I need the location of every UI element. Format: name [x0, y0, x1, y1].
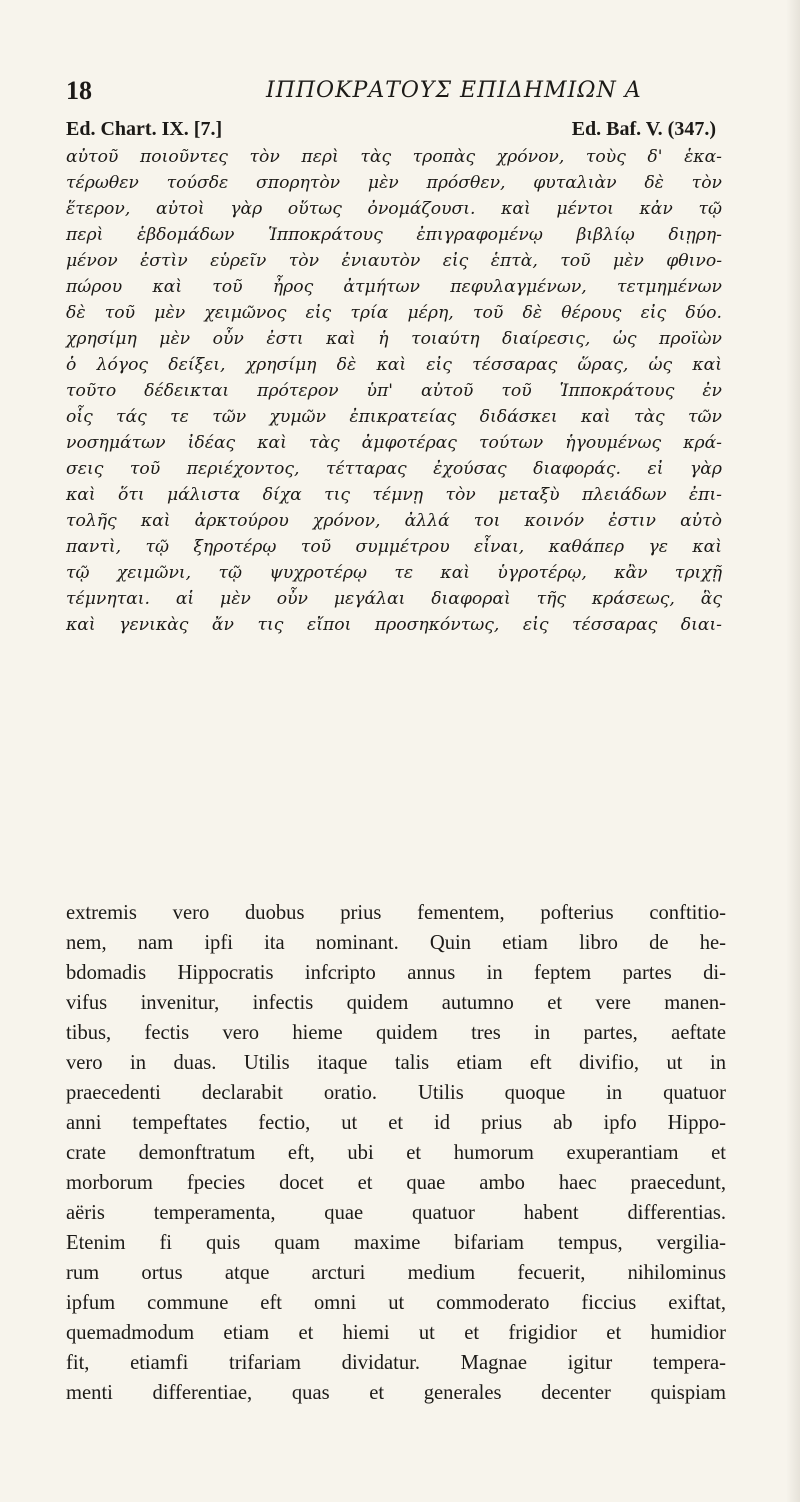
- page-header: [66, 76, 706, 112]
- latin-text-block: [66, 898, 726, 1408]
- greek-text-line: παντὶ, τῷ ξηροτέρῳ τοῦ συμμέτρου εἶναι, καθάπερ γε καὶ: [66, 537, 722, 557]
- greek-text-line: τέμνηται. αἱ μὲν οὖν μεγάλαι διαφοραὶ τῆς κράσεως, ἃς: [66, 589, 722, 609]
- latin-text-line: extremis vero duobus prius fementem, pofterius conftitio-: [66, 902, 726, 924]
- edition-reference-chartier: Ed. Chart. IX. [7.]: [66, 118, 223, 140]
- greek-text-line: πώρου καὶ τοῦ ἦρος ἀτμήτων πεφυλαγμένων, τετμημένων: [66, 277, 722, 297]
- greek-text-line: ἕτερον, αὐτοὶ γὰρ οὕτως ὀνομάζουσι. καὶ μέντοι κἀν τῷ: [66, 199, 722, 219]
- latin-text-line: menti differentiae, quas et generales decenter quispiam: [66, 1382, 726, 1404]
- greek-text-line: ὁ λόγος δείξει, χρησίμη δὲ καὶ εἰς τέσσαρας ὥρας, ὡς καὶ: [66, 355, 722, 375]
- latin-text-line: nem, nam ipfi ita nominant. Quin etiam libro de he-: [66, 932, 726, 954]
- latin-text-line: Etenim fi quis quam maxime bifariam tempus, vergilia-: [66, 1232, 726, 1254]
- greek-text-line: τέρωθεν τούσδε σπορητὸν μὲν πρόσθεν, φυταλιὰν δὲ τὸν: [66, 173, 722, 193]
- greek-text-line: μένον ἐστὶν εὑρεῖν τὸν ἐνιαυτὸν εἰς ἑπτὰ, τοῦ μὲν φθινο-: [66, 251, 722, 271]
- greek-text-line: τῷ χειμῶνι, τῷ ψυχροτέρῳ τε καὶ ὑγροτέρῳ, κἂν τριχῇ: [66, 563, 722, 583]
- latin-text-line: morborum fpecies docet et quae ambo haec praecedunt,: [66, 1172, 726, 1194]
- running-head: ΙΠΠΟΚΡΑΤΟΥΣ ΕΠΙΔΗΜΙΩΝ Α: [266, 78, 642, 103]
- latin-text-line: praecedenti declarabit oratio. Utilis quoque in quatuor: [66, 1082, 726, 1104]
- latin-text-line: bdomadis Hippocratis infcripto annus in feptem partes di-: [66, 962, 726, 984]
- latin-text-line: anni tempeftates fectio, ut et id prius ab ipfo Hippo-: [66, 1112, 726, 1134]
- edition-reference-basel: Ed. Baf. V. (347.): [571, 118, 716, 140]
- greek-text-block: [66, 144, 722, 638]
- page-number: 18: [66, 76, 92, 105]
- edition-reference: [66, 118, 716, 146]
- latin-text-line: fit, etiamfi trifariam dividatur. Magnae igitur tempera-: [66, 1352, 726, 1374]
- greek-text-line: αὐτοῦ ποιοῦντες τὸν περὶ τὰς τροπὰς χρόνον, τοὺς δ' ἑκα-: [66, 147, 722, 167]
- greek-text-line: δὲ τοῦ μὲν χειμῶνος εἰς τρία μέρη, τοῦ δὲ θέρους εἰς δύο.: [66, 303, 722, 323]
- greek-text-line: τολῆς καὶ ἀρκτούρου χρόνον, ἀλλά τοι κοινόν ἐστιν αὐτὸ: [66, 511, 722, 531]
- latin-text-line: quemadmodum etiam et hiemi ut et frigidior et humidior: [66, 1322, 726, 1344]
- latin-text-line: aëris temperamenta, quae quatuor habent differentias.: [66, 1202, 726, 1224]
- latin-text-line: crate demonftratum eft, ubi et humorum exuperantiam et: [66, 1142, 726, 1164]
- greek-text-line: καὶ ὅτι μάλιστα δίχα τις τέμνῃ τὸν μεταξὺ πλειάδων ἐπι-: [66, 485, 722, 505]
- greek-text-line: τοῦτο δέδεικται πρότερον ὑπ' αὐτοῦ τοῦ Ἱπποκράτους ἐν: [66, 381, 722, 401]
- latin-text-line: rum ortus atque arcturi medium fecuerit, nihilominus: [66, 1262, 726, 1284]
- latin-text-line: vero in duas. Utilis itaque talis etiam eft divifio, ut in: [66, 1052, 726, 1074]
- latin-text-line: tibus, fectis vero hieme quidem tres in partes, aeftate: [66, 1022, 726, 1044]
- page-edge-shadow: [786, 0, 800, 1502]
- greek-text-line: νοσημάτων ἰδέας καὶ τὰς ἀμφοτέρας τούτων ἡγουμένως κρά-: [66, 433, 722, 453]
- greek-text-line: περὶ ἑβδομάδων Ἱπποκράτους ἐπιγραφομένῳ βιβλίῳ διῃρη-: [66, 225, 722, 245]
- latin-text-line: vifus invenitur, infectis quidem autumno et vere manen-: [66, 992, 726, 1014]
- greek-text-line: χρησίμη μὲν οὖν ἐστι καὶ ἡ τοιαύτη διαίρεσις, ὡς προϊὼν: [66, 329, 722, 349]
- greek-text-line: καὶ γενικὰς ἄν τις εἴποι προσηκόντως, εἰς τέσσαρας διαι-: [66, 615, 722, 635]
- latin-text-line: ipfum commune eft omni ut commoderato ficcius exiftat,: [66, 1292, 726, 1314]
- greek-text-line: οἷς τάς τε τῶν χυμῶν ἐπικρατείας διδάσκει καὶ τὰς τῶν: [66, 407, 722, 427]
- greek-text-line: σεις τοῦ περιέχοντος, τέτταρας ἐχούσας διαφοράς. εἰ γὰρ: [66, 459, 722, 479]
